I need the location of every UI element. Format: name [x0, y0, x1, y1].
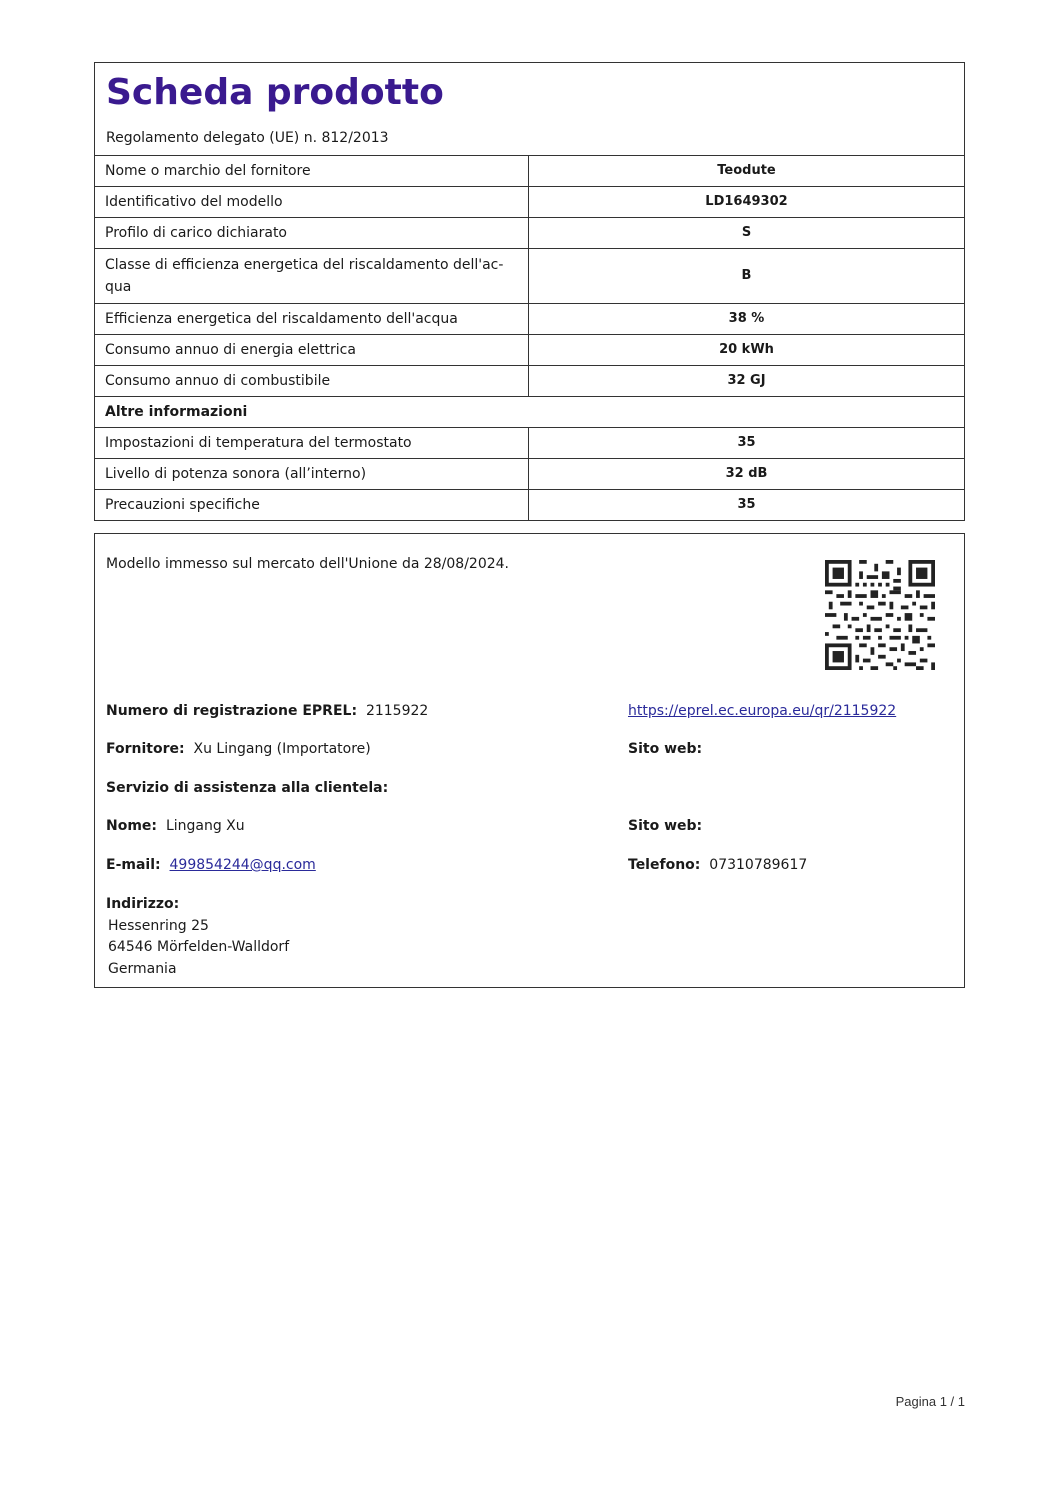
email-label: E-mail:: [106, 857, 161, 873]
website-label-2: Sito web:: [628, 818, 703, 834]
eprel-link[interactable]: https://eprel.ec.europa.eu/qr/2115922: [628, 703, 897, 719]
table-row: [95, 490, 964, 521]
regulation-text: Regolamento delegato (UE) n. 812/2013: [106, 130, 389, 146]
supplier-line: [106, 739, 371, 759]
row-value: 38 %: [529, 304, 965, 335]
table-row: [95, 156, 964, 187]
product-sheet-card: [94, 62, 965, 521]
supplier-info-box: [94, 533, 965, 988]
row-label: Classe di efficienza energetica del riscaldamento dell'ac-qua: [95, 249, 529, 304]
phone-line: [628, 855, 807, 875]
row-label: Nome o marchio del fornitore: [95, 156, 529, 187]
table-row: [95, 304, 964, 335]
section-row: [95, 397, 964, 428]
supplier-value: Xu Lingang (Importatore): [193, 741, 371, 757]
row-value: 32 dB: [529, 459, 965, 490]
email-line: [106, 855, 316, 875]
row-label: Profilo di carico dichiarato: [95, 218, 529, 249]
eprel-registration: [106, 701, 428, 721]
eprel-number: 2115922: [365, 703, 429, 719]
contact-name-line: [106, 816, 245, 836]
table-row: [95, 366, 964, 397]
table-row: [95, 335, 964, 366]
row-label: Precauzioni specifiche: [95, 490, 529, 521]
row-value: 35: [529, 428, 965, 459]
phone-value: 07310789617: [709, 857, 808, 873]
customer-service-label: Servizio di assistenza alla clientela:: [106, 780, 389, 796]
page-number: Pagina 1 / 1: [895, 1394, 965, 1409]
product-table: [95, 155, 964, 520]
section-label: Altre informazioni: [95, 397, 964, 428]
row-value: LD1649302: [529, 187, 965, 218]
row-value: S: [529, 218, 965, 249]
row-value: 20 kWh: [529, 335, 965, 366]
row-label: Livello di potenza sonora (all’interno): [95, 459, 529, 490]
row-value: B: [529, 249, 965, 304]
name-value: Lingang Xu: [165, 818, 245, 834]
market-date-text: Modello immesso sul mercato dell'Unione da 28/08/2024.: [106, 556, 510, 572]
table-row: [95, 459, 964, 490]
table-row: [95, 249, 964, 304]
address-label: Indirizzo:: [106, 896, 180, 912]
row-label: Consumo annuo di energia elettrica: [95, 335, 529, 366]
website-label-1: Sito web:: [628, 741, 703, 757]
row-value: 35: [529, 490, 965, 521]
eprel-url-wrap: [628, 701, 896, 721]
address-line: 64546 Mörfelden-Walldorf: [108, 939, 290, 955]
row-value: Teodute: [529, 156, 965, 187]
row-label: Efficienza energetica del riscaldamento dell'acqua: [95, 304, 529, 335]
page-title: Scheda prodotto: [106, 72, 444, 113]
row-label: Impostazioni di temperatura del termostato: [95, 428, 529, 459]
eprel-label: Numero di registrazione EPREL:: [106, 703, 358, 719]
table-row: [95, 218, 964, 249]
row-value: 32 GJ: [529, 366, 965, 397]
table-row: [95, 428, 964, 459]
address-line: Germania: [108, 961, 177, 977]
email-link[interactable]: 499854244@qq.com: [169, 857, 316, 873]
name-label: Nome:: [106, 818, 158, 834]
qr-code-icon[interactable]: [825, 560, 935, 670]
row-label: Identificativo del modello: [95, 187, 529, 218]
row-label: Consumo annuo di combustibile: [95, 366, 529, 397]
supplier-label: Fornitore:: [106, 741, 185, 757]
address-line: Hessenring 25: [108, 918, 209, 934]
table-row: [95, 187, 964, 218]
phone-label: Telefono:: [628, 857, 701, 873]
